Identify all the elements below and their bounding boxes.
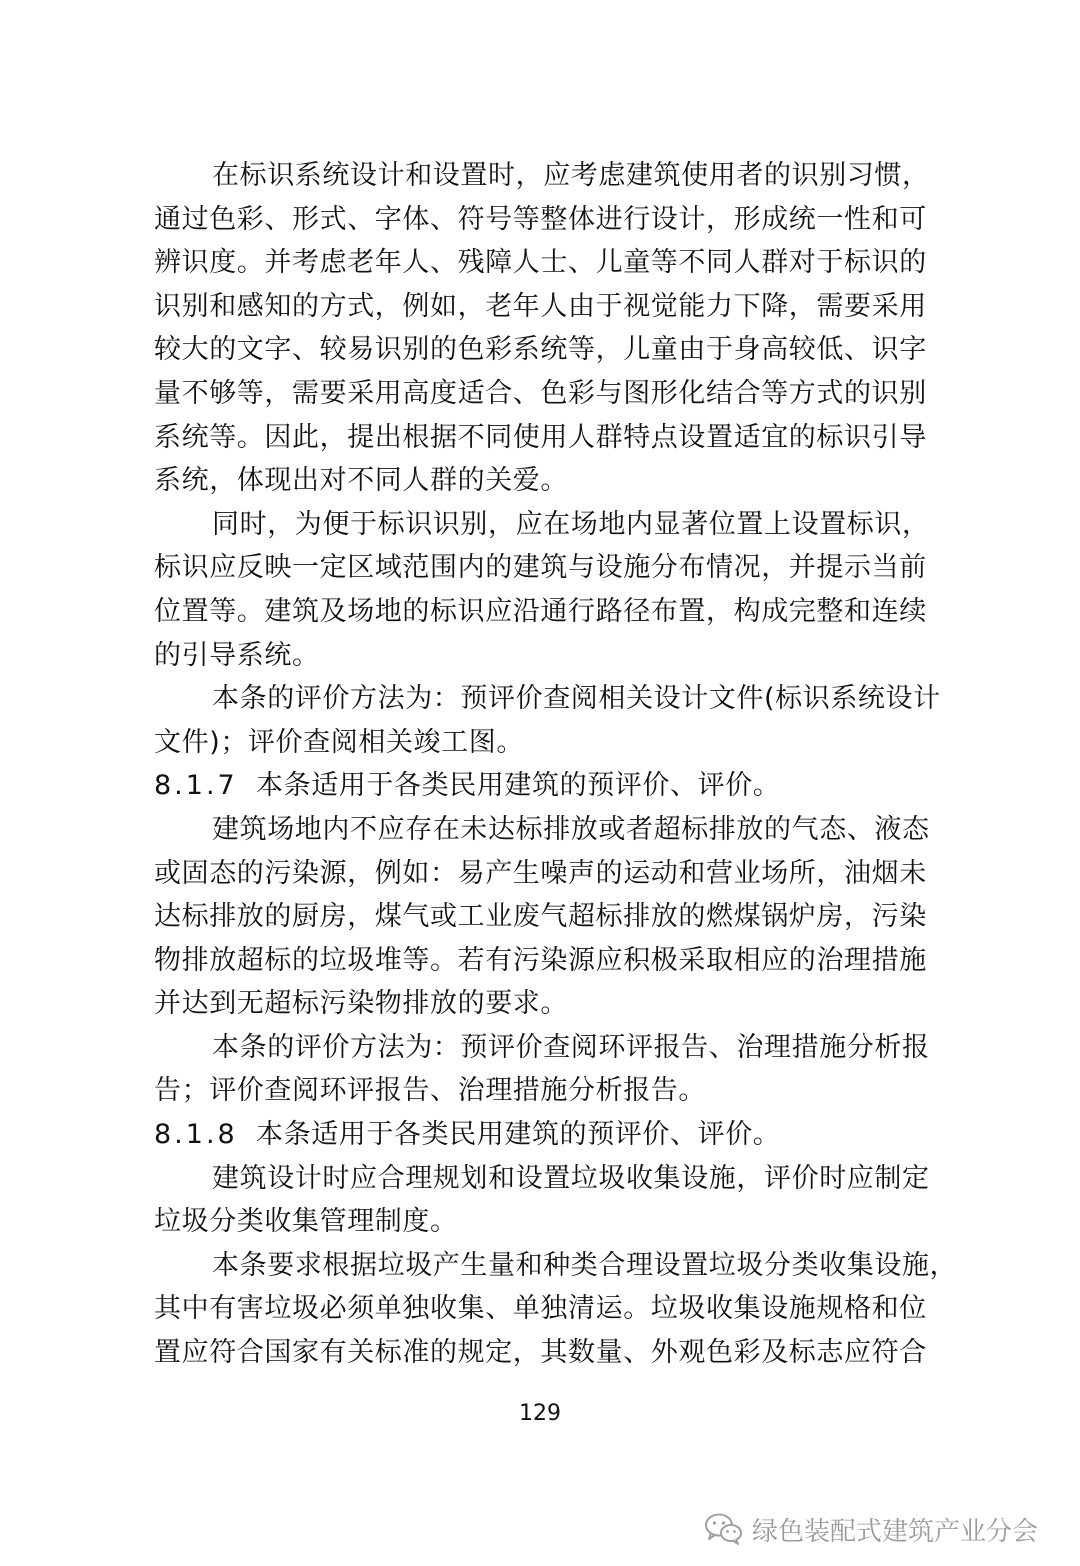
- paragraph-line: 本条要求根据垃圾产生量和种类合理设置垃圾分类收集设施，: [212, 1249, 958, 1281]
- paragraph-line: 其中有害垃圾必须单独收集、单独清运。垃圾收集设施规格和位: [154, 1293, 927, 1325]
- paragraph-line: 同时，为便于标识识别，应在场地内显著位置上设置标识，: [212, 508, 930, 540]
- watermark-text: 绿色装配式建筑产业分会: [752, 1516, 1039, 1547]
- paragraph-line: 本条的评价方法为：预评价查阅相关设计文件(标识系统设计: [212, 683, 941, 715]
- paragraph-line: 物排放超标的垃圾堆等。若有污染源应积极采取相应的治理措施: [154, 944, 927, 976]
- paragraph-line: 通过色彩、形式、字体、符号等整体进行设计，形成统一性和可: [154, 203, 927, 235]
- body-text: [154, 154, 964, 1375]
- paragraph-line: 系统等。因此，提出根据不同使用人群特点设置适宜的标识引导: [154, 421, 927, 453]
- paragraph-line: 位置等。建筑及场地的标识应沿通行路径布置，构成完整和连续: [154, 595, 927, 627]
- paragraph-line: 置应符合国家有关标准的规定，其数量、外观色彩及标志应符合: [154, 1337, 927, 1369]
- paragraph-line: 达标排放的厨房，煤气或工业废气超标排放的燃煤锅炉房，污染: [154, 901, 927, 933]
- clause-text: 本条适用于各类民用建筑的预评价、评价。: [256, 1119, 781, 1151]
- paragraph-line: 系统，体现出对不同人群的关爱。: [154, 465, 568, 497]
- paragraph-line: 辨识度。并考虑老年人、残障人士、儿童等不同人群对于标识的: [154, 247, 927, 279]
- clause-text: 本条适用于各类民用建筑的预评价、评价。: [256, 770, 781, 802]
- clause-number: 8.1.8: [154, 1119, 238, 1151]
- wechat-icon: [704, 1512, 744, 1546]
- paragraph-line: 垃圾分类收集管理制度。: [154, 1206, 458, 1238]
- clause-number: 8.1.7: [154, 770, 238, 802]
- paragraph-line: 建筑场地内不应存在未达标排放或者超标排放的气态、液态: [212, 813, 930, 845]
- paragraph-line: 量不够等，需要采用高度适合、色彩与图形化结合等方式的识别: [154, 377, 927, 409]
- paragraph-line: 告；评价查阅环评报告、治理措施分析报告。: [154, 1075, 706, 1107]
- clause-heading-8-1-7: [154, 764, 964, 808]
- watermark: [704, 1504, 1038, 1554]
- paragraph-line: 本条的评价方法为：预评价查阅环评报告、治理措施分析报: [212, 1031, 930, 1063]
- paragraph-line: 或固态的污染源，例如：易产生噪声的运动和营业场所，油烟未: [154, 857, 927, 889]
- paragraph-line: 标识应反映一定区域范围内的建筑与设施分布情况，并提示当前: [154, 552, 927, 584]
- paragraph-line: 并达到无超标污染物排放的要求。: [154, 988, 568, 1020]
- paragraph-line: 建筑设计时应合理规划和设置垃圾收集设施，评价时应制定: [212, 1162, 930, 1194]
- paragraph-line: 在标识系统设计和设置时，应考虑建筑使用者的识别习惯，: [212, 160, 930, 191]
- page-number: 129: [519, 1401, 561, 1426]
- paragraph-line: 较大的文字、较易识别的色彩系统等，儿童由于身高较低、识字: [154, 334, 927, 366]
- clause-heading-8-1-8: [154, 1113, 964, 1157]
- paragraph-line: 识别和感知的方式，例如，老年人由于视觉能力下降，需要采用: [154, 290, 927, 322]
- paragraph-line: 的引导系统。: [154, 639, 320, 671]
- paragraph-line: 文件)；评价查阅相关竣工图。: [154, 726, 524, 758]
